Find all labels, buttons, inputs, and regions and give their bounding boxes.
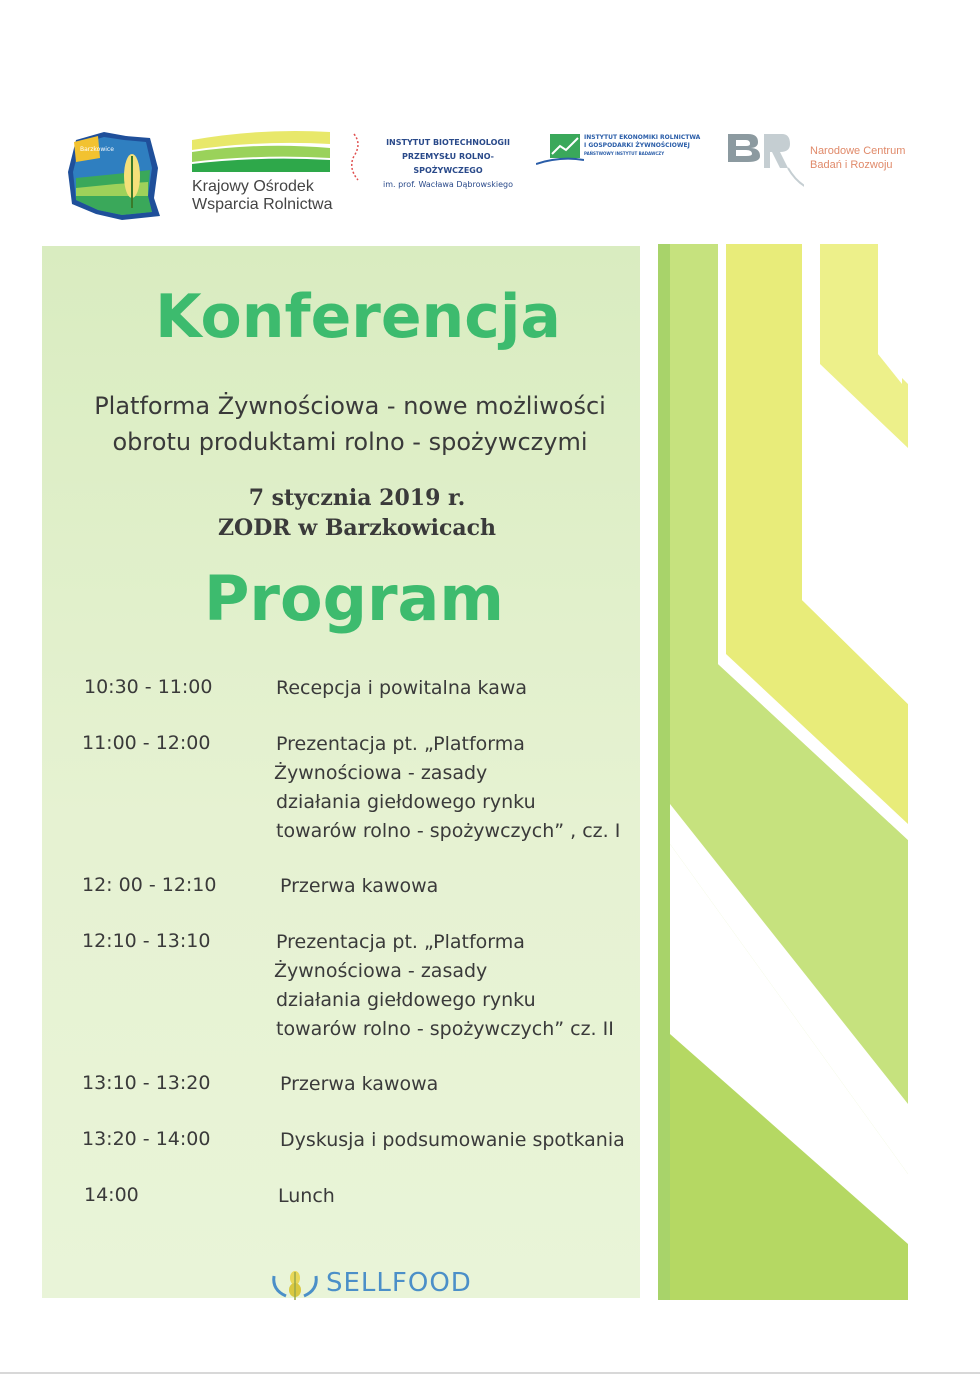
- page-bottom-line: [0, 1372, 980, 1374]
- ierigz-logo: [536, 130, 712, 170]
- barzkowice-logo: [66, 128, 162, 224]
- ncbr-logo: [724, 128, 914, 194]
- schedule-time: 12: 00 - 12:10: [82, 874, 217, 896]
- decorative-stripes: [656, 244, 908, 1300]
- dna-helix-icon: [350, 132, 364, 182]
- program-title: Program: [203, 562, 504, 635]
- kowr-logo: [190, 128, 340, 218]
- schedule-time: 11:00 - 12:00: [82, 732, 211, 754]
- event-venue: ZODR w Barzkowicach: [217, 515, 497, 541]
- conference-title: Konferencja: [155, 282, 561, 352]
- sellfood-wheat-icon: [270, 1266, 320, 1302]
- sellfood-name: SELLFOOD: [326, 1268, 472, 1298]
- schedule-description: Prezentacja pt. „Platforma Żywnościowa - zasady działania giełdowego rynku towarów rolno - spożywczych” cz. II: [274, 931, 614, 1040]
- growth-chart-icon: [536, 130, 584, 168]
- schedule-description: Dyskusja i podsumowanie spotkania: [280, 1129, 625, 1151]
- schedule-description: Lunch: [278, 1185, 335, 1207]
- schedule-description: Recepcja i powitalna kawa: [276, 677, 528, 699]
- schedule-description: Przerwa kawowa: [280, 875, 439, 897]
- schedule-time: 14:00: [84, 1184, 139, 1206]
- poland-map-icon: [66, 128, 162, 224]
- subtitle-line-1: Platforma Żywnościowa - nowe możliwości: [94, 392, 606, 420]
- schedule-description: Przerwa kawowa: [280, 1073, 439, 1095]
- ibprs-logo: [350, 132, 528, 189]
- schedule-time: 10:30 - 11:00: [84, 676, 213, 698]
- kowr-fields-icon: [190, 128, 332, 174]
- ncbr-br-icon: [724, 128, 804, 194]
- schedule-time: 13:20 - 14:00: [82, 1128, 211, 1150]
- event-date: 7 stycznia 2019 r.: [248, 485, 466, 511]
- subtitle-line-2: obrotu produktami rolno - spożywczymi: [112, 428, 588, 456]
- schedule-time: 12:10 - 13:10: [82, 930, 211, 952]
- sellfood-logo: [270, 1266, 472, 1302]
- ibprs-name: INSTYTUT BIOTECHNOLOGII PRZEMYSŁU ROLNO-SPOŻYWCZEGO im. prof. Wacława Dąbrowskiego: [383, 138, 513, 189]
- schedule-description: Prezentacja pt. „Platforma Żywnościowa - zasady działania giełdowego rynku towarów rolno - spożywczych” , cz. I: [274, 733, 621, 842]
- barzkowice-label: Barzkowice: [80, 146, 114, 153]
- ncbr-name: Narodowe Centrum Badań i Rozwoju: [810, 145, 906, 171]
- header-logos: [0, 0, 980, 230]
- ierigz-name: INSTYTUT EKONOMIKI ROLNICTWA I GOSPODARKI ŻYWNOŚCIOWEJ PAŃSTWOWY INSTYTUT BADAWCZY: [584, 134, 701, 156]
- kowr-name: Krajowy Ośrodek Wsparcia Rolnictwa: [192, 178, 333, 213]
- schedule-time: 13:10 - 13:20: [82, 1072, 211, 1094]
- green-stripe-thin: [658, 244, 670, 1300]
